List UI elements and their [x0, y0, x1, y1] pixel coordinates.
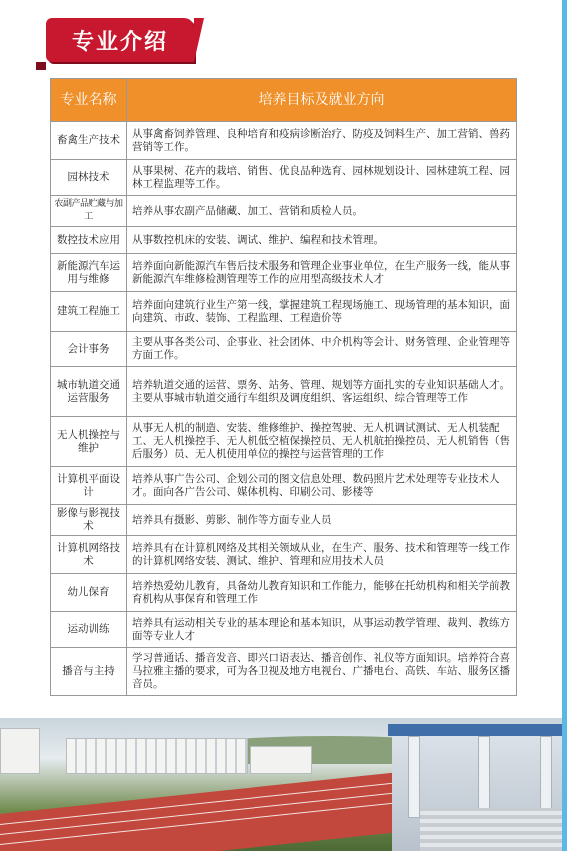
- major-description: 培养具有在计算机网络及其相关领域从业，在生产、服务、技术和管理等一线工作的计算机网络安装、测试、维护、管理和应用技术人员: [127, 536, 517, 574]
- table-row: [51, 254, 517, 292]
- table-header-row: [51, 79, 517, 122]
- campus-building: [0, 728, 40, 774]
- table-row: [51, 122, 517, 160]
- grandstand-stairs: [420, 808, 562, 851]
- major-description: 主要从事各类公司、企事业、社会团体、中介机构等会计、财务管理、企业管理等方面工作。: [127, 332, 517, 367]
- table-row: [51, 648, 517, 696]
- major-description: 培养轨道交通的运营、票务、站务、管理、规划等方面扎实的专业知识基础人才。主要从事城市轨道交通行车组织及调度组织、客运组织、综合管理等工作: [127, 367, 517, 417]
- table-row: [51, 505, 517, 536]
- table-row: [51, 196, 517, 227]
- major-name: 计算机平面设计: [51, 467, 127, 505]
- major-description: 培养具有摄影、剪影、制作等方面专业人员: [127, 505, 517, 536]
- major-description: 培养热爱幼儿教育，具备幼儿教育知识和工作能力，能够在托幼机构和相关学前教育机构从事保育和管理工作: [127, 574, 517, 612]
- right-edge-stripe: [562, 0, 567, 851]
- major-description: 培养具有运动相关专业的基本理论和基本知识，从事运动教学管理、裁判、教练方面等专业人才: [127, 612, 517, 648]
- table-row: [51, 612, 517, 648]
- section-title: 专业介绍: [71, 29, 168, 55]
- major-name: 数控技术应用: [51, 227, 127, 254]
- major-name: 新能源汽车运用与维修: [51, 254, 127, 292]
- major-description: 培养面向新能源汽车售后技术服务和管理企业事业单位，在生产服务一线，能从事新能源汽车维修检测管理等工作的应用型高级技术人才: [127, 254, 517, 292]
- major-description: 从事数控机床的安装、调试、维护、编程和技术管理。: [127, 227, 517, 254]
- major-name: 幼儿保育: [51, 574, 127, 612]
- table-row: [51, 574, 517, 612]
- table-row: [51, 292, 517, 332]
- major-table: [50, 78, 517, 696]
- section-title-banner: [46, 18, 194, 62]
- table-row: [51, 332, 517, 367]
- campus-building: [250, 746, 312, 774]
- major-name: 无人机操控与维护: [51, 417, 127, 467]
- campus-building: [66, 738, 248, 774]
- table-row: [51, 536, 517, 574]
- major-name: 建筑工程施工: [51, 292, 127, 332]
- major-description: 培养面向建筑行业生产第一线，掌握建筑工程现场施工、现场管理的基本知识，面向建筑、市政、装饰、工程监理、工程造价等: [127, 292, 517, 332]
- header-major-name: 专业名称: [51, 79, 127, 122]
- table-row: [51, 227, 517, 254]
- major-name: 园林技术: [51, 160, 127, 196]
- major-description: 从事无人机的制造、安装、维修维护、操控驾驶、无人机调试测试、无人机装配工、无人机操控手、无人机低空植保操控员、无人机航拍操控员、无人机销售（售后服务）员、无人机使用单位的操控与运营管理的工作: [127, 417, 517, 467]
- major-name: 播音与主持: [51, 648, 127, 696]
- major-name: 计算机网络技术: [51, 536, 127, 574]
- grandstand-pillar: [540, 736, 552, 818]
- major-name: 会计事务: [51, 332, 127, 367]
- major-description: 从事果树、花卉的栽培、销售、优良品种选育、园林规划设计、园林建筑工程、园林工程监理等工作。: [127, 160, 517, 196]
- grandstand-roof: [388, 724, 562, 736]
- major-description: 培养从事广告公司、企划公司的图文信息处理、数码照片艺术处理等专业技术人才。面向各广告公司、媒体机构、印刷公司、影楼等: [127, 467, 517, 505]
- major-name: 影像与影视技术: [51, 505, 127, 536]
- major-name: 城市轨道交通运营服务: [51, 367, 127, 417]
- header-goal-direction: 培养目标及就业方向: [127, 79, 517, 122]
- grandstand-pillar: [478, 736, 490, 818]
- major-description: 培养从事农副产品储藏、加工、营销和质检人员。: [127, 196, 517, 227]
- table-row: [51, 367, 517, 417]
- table-row: [51, 467, 517, 505]
- major-name: 运动训练: [51, 612, 127, 648]
- table-row: [51, 417, 517, 467]
- campus-sports-field-photo: [0, 718, 562, 851]
- major-table-container: [50, 78, 516, 696]
- major-description: 从事禽畜饲养管理、良种培育和疫病诊断治疗、防疫及饲料生产、加工营销、兽药营销等工作。: [127, 122, 517, 160]
- grandstand-pillar: [408, 736, 420, 818]
- major-description: 学习普通话、播音发音、即兴口语表达、播音创作、礼仪等方面知识。培养符合喜马拉雅主播的要求，可为各卫视及地方电视台、广播电台、高铁、车站、服务区播音员。: [127, 648, 517, 696]
- table-row: [51, 160, 517, 196]
- major-name: 畜禽生产技术: [51, 122, 127, 160]
- major-name: 农副产品贮藏与加工: [51, 196, 127, 227]
